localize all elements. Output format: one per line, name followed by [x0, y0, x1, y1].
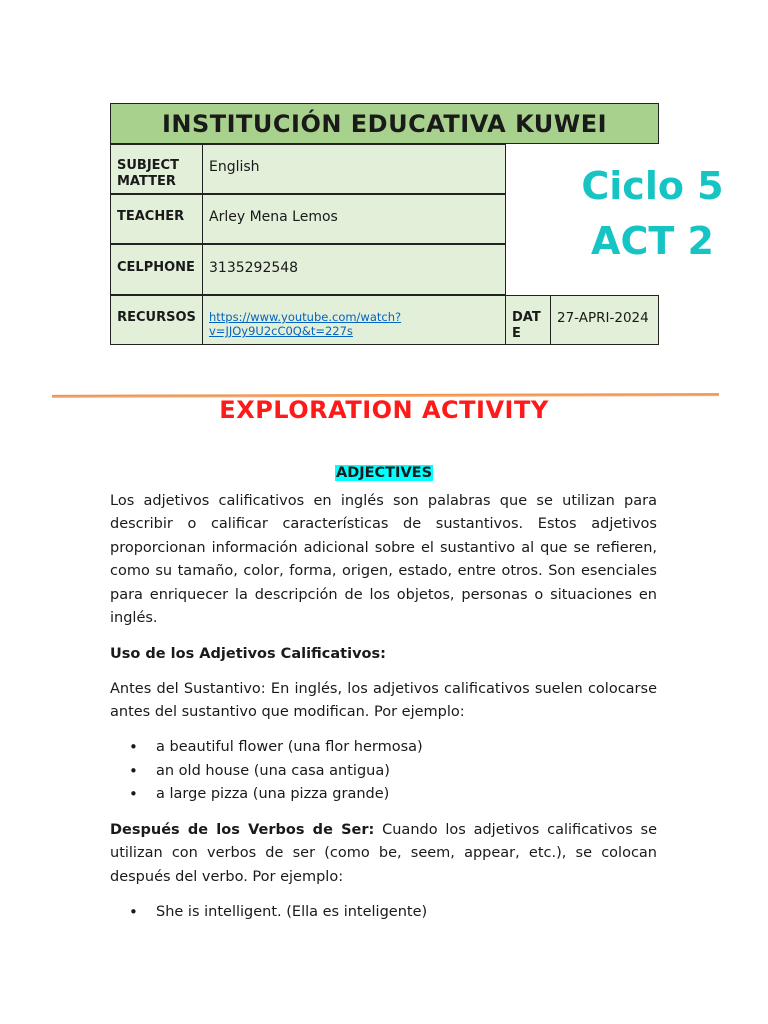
- resources-link-line1[interactable]: https://www.youtube.com/watch?: [209, 310, 402, 324]
- after-verb-paragraph: [110, 819, 657, 889]
- before-noun-paragraph: Antes del Sustantivo: En inglés, los adjetivos calificativos suelen colocarse antes del sustantivo que modifican. Por ejemplo:: [110, 681, 657, 721]
- after-verb-heading: Después de los Verbos de Ser:: [110, 822, 375, 838]
- bullet-icon: •: [129, 903, 138, 921]
- bullet-icon: •: [129, 785, 138, 803]
- resources-label: RECURSOS: [110, 295, 203, 345]
- subject-label: SUBJECT MATTER: [110, 144, 203, 194]
- institution-title: INSTITUCIÓN EDUCATIVA KUWEI: [110, 103, 659, 144]
- after-verb-text: Cuando los adjetivos calificativos se utilizan con verbos de ser (como be, seem, appear, etc.), se colocan después del verbo. Por ejemplo:: [110, 822, 657, 885]
- list-item-text: She is intelligent. (Ella es inteligente): [156, 904, 428, 920]
- resources-link[interactable]: [202, 295, 506, 345]
- list-item: [110, 736, 657, 760]
- bullet-icon: •: [129, 738, 138, 756]
- phone-label: CELPHONE: [110, 244, 203, 295]
- usage-heading: Uso de los Adjetivos Calificativos:: [110, 646, 386, 662]
- list-item: [110, 901, 657, 925]
- list-item-text: a beautiful flower (una flor hermosa): [156, 739, 423, 755]
- subheading-text: ADJECTIVES: [335, 465, 433, 481]
- activity-label: ACT 2: [591, 219, 714, 263]
- subject-value: English: [202, 144, 506, 194]
- bullet-icon: •: [129, 761, 138, 780]
- examples-list-2: [110, 901, 657, 925]
- examples-list-1: [110, 736, 657, 807]
- date-value: 27-APRI-2024: [550, 295, 659, 345]
- list-item-text: an old house (una casa antigua): [156, 762, 390, 779]
- list-item-text: a large pizza (una pizza grande): [156, 786, 390, 802]
- list-item: [110, 783, 657, 807]
- subheading: [0, 465, 768, 481]
- cycle-label: Ciclo 5: [581, 164, 724, 208]
- section-title: EXPLORATION ACTIVITY: [219, 396, 549, 424]
- phone-value: 3135292548: [202, 244, 506, 295]
- teacher-label: TEACHER: [110, 194, 203, 244]
- date-label: DATE: [505, 295, 551, 345]
- list-item: [110, 760, 657, 784]
- resources-link-line2[interactable]: v=JJOy9U2cC0Q&t=227s: [209, 324, 353, 338]
- teacher-value: Arley Mena Lemos: [202, 194, 506, 244]
- intro-paragraph: Los adjetivos calificativos en inglés son palabras que se utilizan para describir o calificar características de sustantivos. Estos adjetivos proporcionan información adicional sobre el sustantivo al que se refieren, como su tamaño, color, forma, origen, estado, entre otros. Son esenciales para enriquecer la descripción de los objetos, personas o situaciones en inglés.: [110, 493, 657, 627]
